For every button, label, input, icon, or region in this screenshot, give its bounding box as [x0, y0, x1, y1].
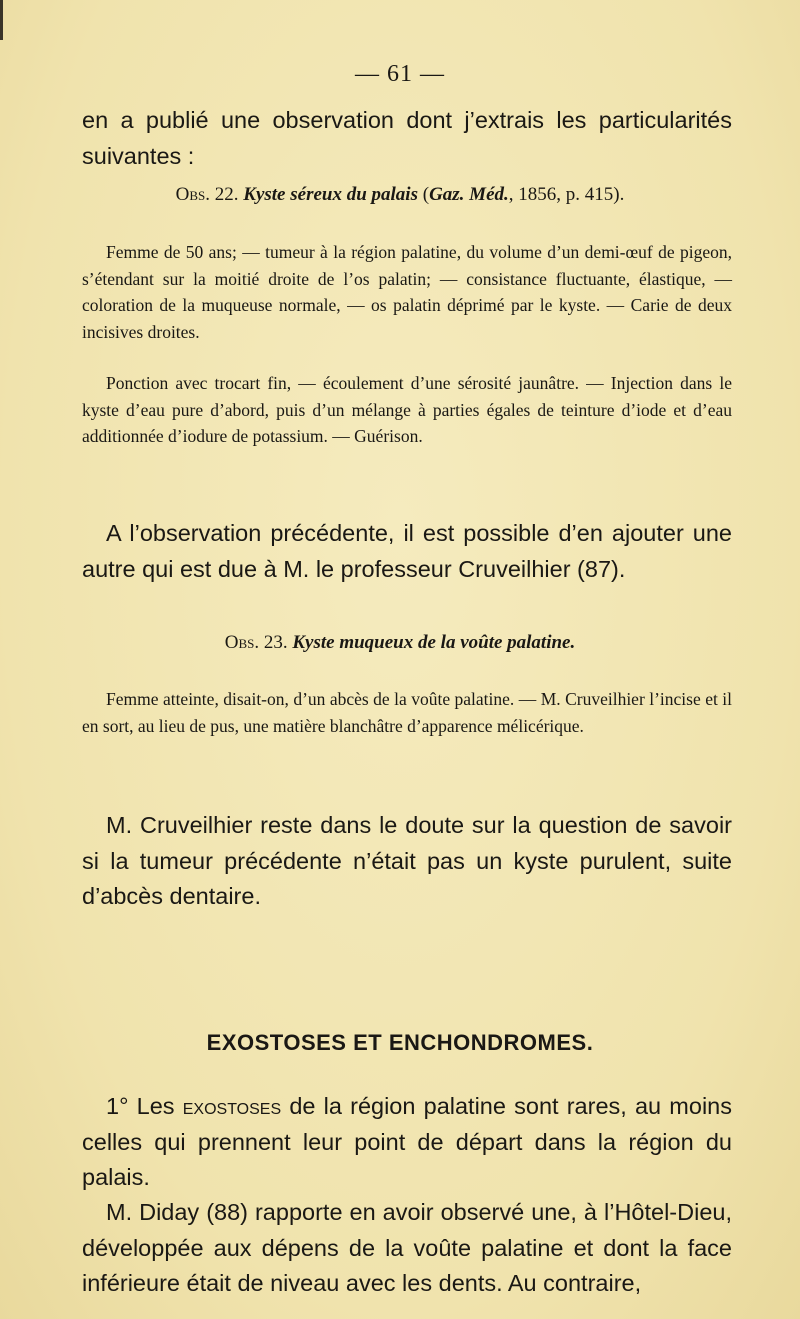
- page-edge-mark: [0, 0, 3, 40]
- exostoses-rest: de la région palatine sont rares, au moins celles qui prennent leur point de départ dans la région du palais.: [82, 1093, 732, 1190]
- obs22-ref-rest: , 1856, p. 415).: [508, 184, 625, 205]
- exostoses-term: exostoses: [182, 1093, 282, 1119]
- obs23-heading: [0, 632, 800, 654]
- obs22-paragraph-2: Ponction avec trocart fin, — écoulement d’une sérosité jaunâtre. — Injection dans le kyste d’eau pure d’abord, puis d’un mélange à parties égales de teinture d’iode et d’eau additionnée d’iodure de potassium. — Guérison.: [82, 373, 732, 446]
- page-number: — 61 —: [355, 61, 445, 87]
- obs22-title: Kyste séreux du palais: [243, 184, 418, 205]
- paragraph-exostoses: [82, 1089, 732, 1196]
- obs22-heading: [0, 184, 800, 206]
- section-heading-exostoses: EXOSTOSES ET ENCHONDROMES.: [206, 1030, 594, 1055]
- obs22-ref-open: (: [422, 184, 430, 205]
- obs22-ref-journal: Gaz. Méd.: [429, 184, 509, 205]
- paragraph-cruveilhier: M. Cruveilhier reste dans le doute sur la question de savoir si la tumeur précédente n’était pas un kyste purulent, suite d’abcès dentaire.: [82, 812, 732, 909]
- paragraph-diday: M. Diday (88) rapporte en avoir observé une, à l’Hôtel-Dieu, développée aux dépens de la voûte palatine et dont la face inférieure était de niveau avec les dents. Au contraire,: [82, 1199, 732, 1296]
- paragraph-additional-observation: A l’observation précédente, il est possible d’en ajouter une autre qui est due à M. le professeur Cruveilhier (87).: [82, 520, 732, 582]
- obs22-label: Obs. 22.: [175, 184, 239, 205]
- exostoses-prefix: 1° Les: [106, 1093, 183, 1119]
- obs23-paragraph: Femme atteinte, disait-on, d’un abcès de la voûte palatine. — M. Cruveilhier l’incise et il en sort, au lieu de pus, une matière blanchâtre d’apparence mélicérique.: [82, 689, 732, 736]
- obs23-title: Kyste muqueux de la voûte palatine.: [292, 632, 576, 653]
- obs22-paragraph-1: Femme de 50 ans; — tumeur à la région palatine, du volume d’un demi-œuf de pigeon, s’étendant sur la moitié droite de l’os palatin; — consistance fluctuante, élastique, — coloration de la muqueuse normale, — os palatin déprimé par le kyste. — Carie de deux incisives droites.: [82, 242, 732, 342]
- obs23-label: Obs. 23.: [224, 632, 288, 653]
- intro-paragraph: en a publié une observation dont j’extrais les particularités suivantes :: [82, 107, 732, 169]
